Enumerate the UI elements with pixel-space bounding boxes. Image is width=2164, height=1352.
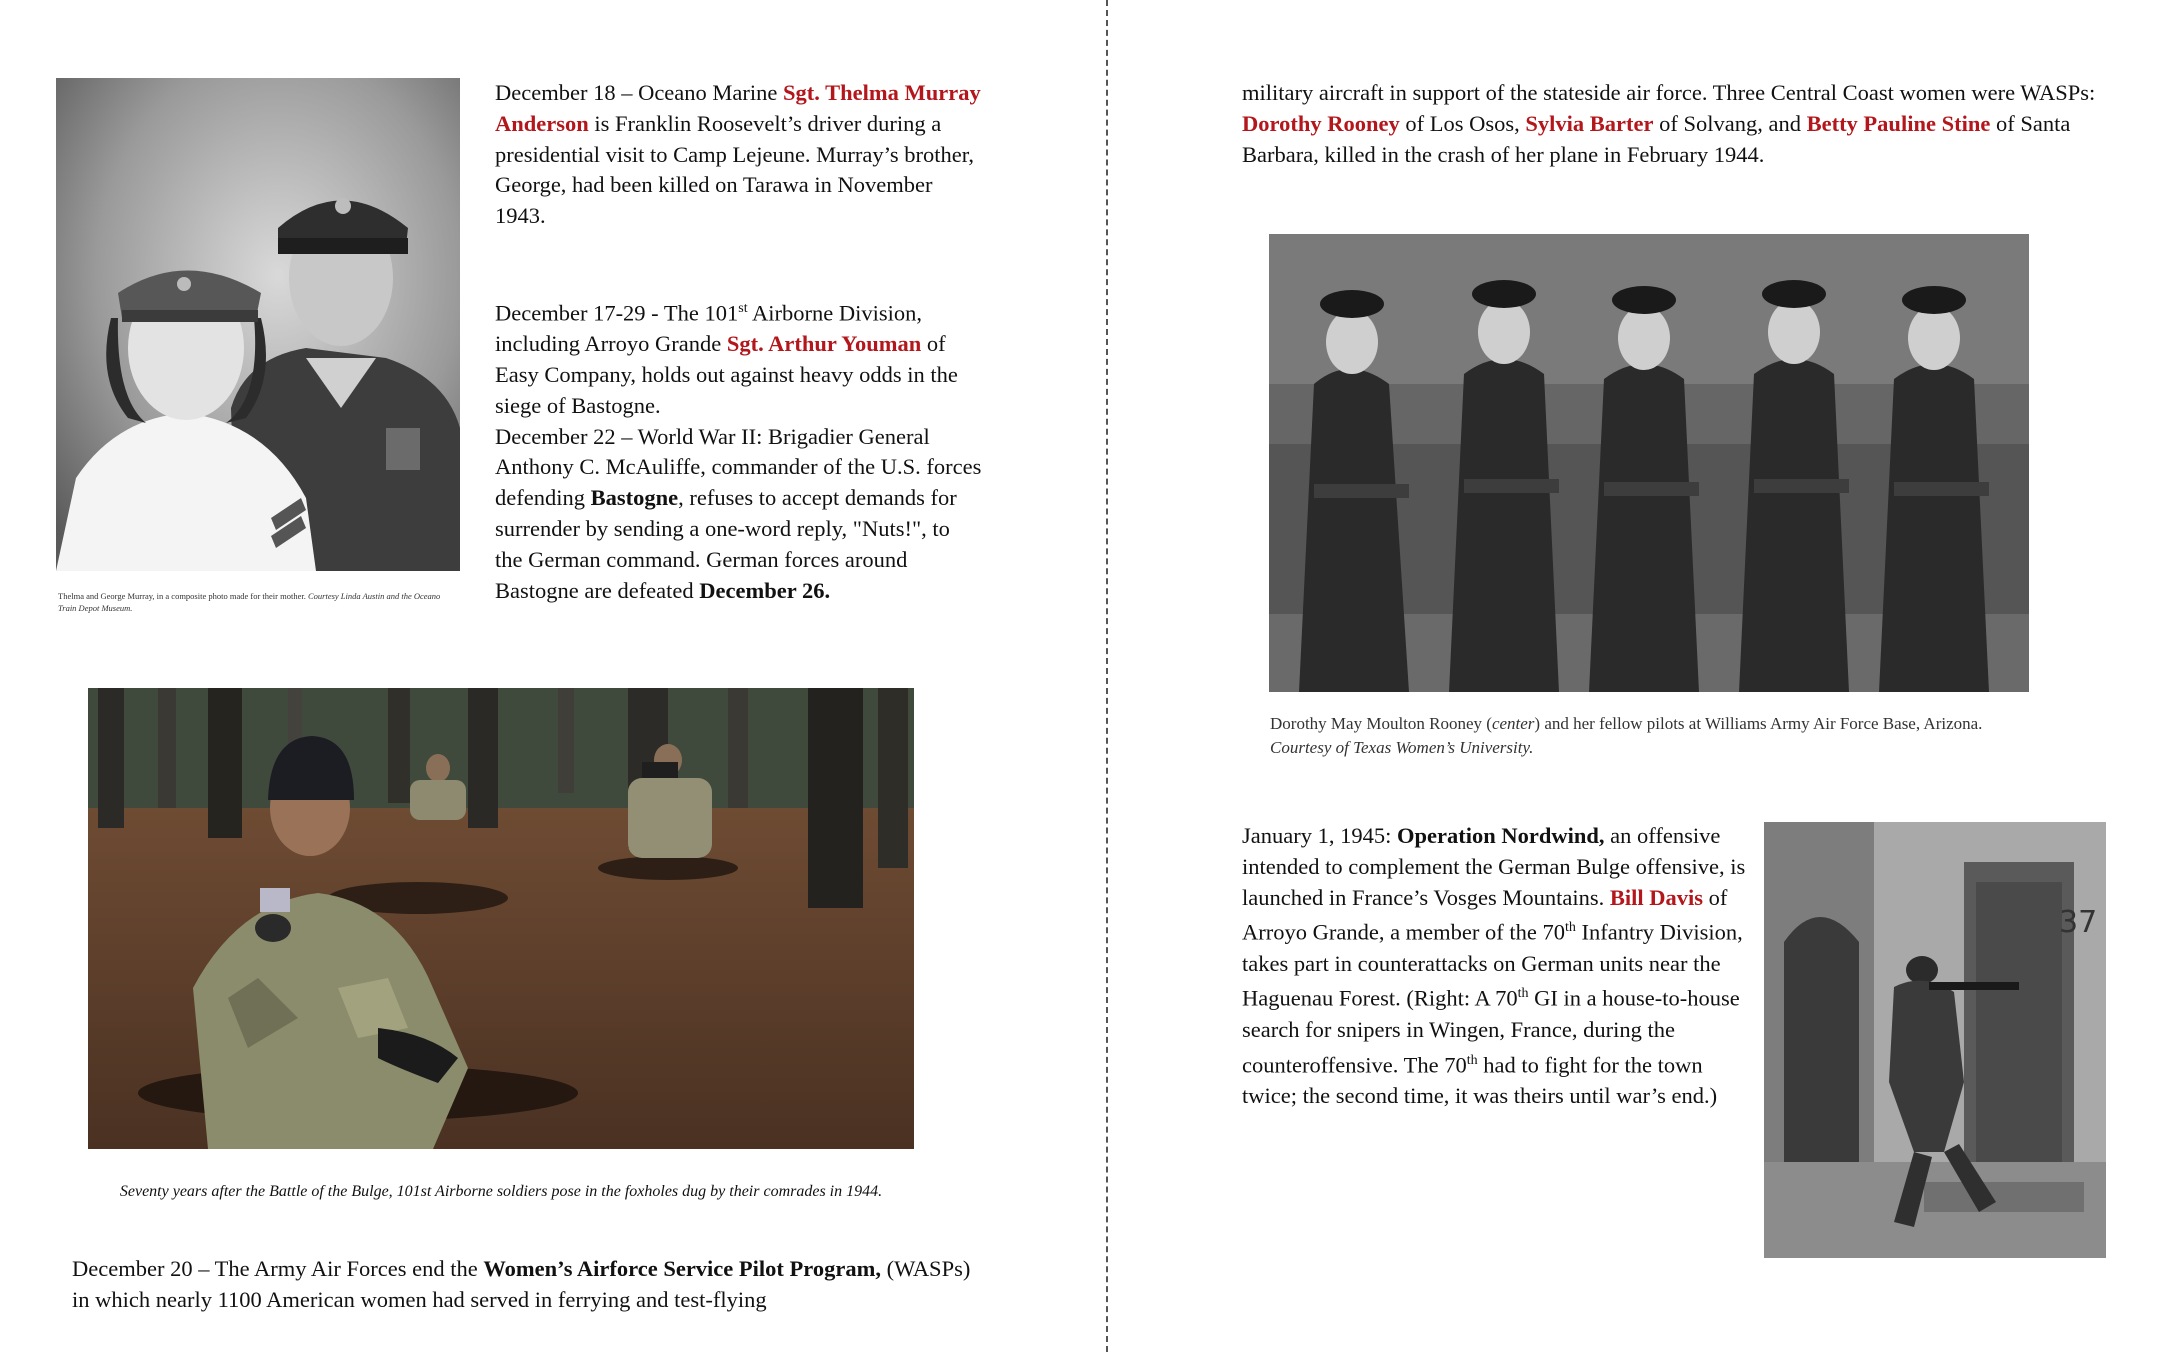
wasp-name-rooney: Dorothy Rooney — [1242, 110, 1400, 136]
dec18-paragraph — [495, 78, 983, 232]
jan1-sup-3: th — [1466, 1052, 1478, 1068]
wasp-caption-center: center — [1491, 714, 1535, 733]
murray-photo-caption — [58, 590, 458, 614]
wasp-pilots-photo — [1269, 234, 2029, 692]
dec22-bold-date: December 26. — [699, 577, 831, 603]
soldiers-photo-caption: Seventy years after the Battle of the Bulge, 101st Airborne soldiers pose in the foxholes dug by their comrades in 1944. — [119, 1183, 883, 1200]
wasps-text-2: of Solvang, and — [1653, 110, 1807, 136]
murray-caption-main: Thelma and George Murray, in a composite photo made for their mother. — [58, 591, 308, 601]
murray-composite-photo — [56, 78, 460, 571]
dec17-text-pre: December 17-29 - The 101 — [495, 300, 739, 326]
dec17-sup: st — [738, 301, 748, 316]
door-number: 37 — [2059, 905, 2098, 940]
airborne-soldiers-photo — [88, 688, 914, 1149]
wasps-text-1: of Los Osos, — [1399, 110, 1526, 136]
dec17-text-post: of Easy Company, holds out against heavy odds in the siege of Bastogne. — [495, 331, 958, 418]
dec20-text-post: (WASPs) in which nearly 1100 American women had served in ferrying and test-flying — [72, 1256, 971, 1312]
dec22-text-pre: December 22 – World War II: Brigadier General Anthony C. McAuliffe, commander of the U.S. forces defending — [495, 423, 982, 511]
wasps-paragraph — [1242, 78, 2122, 170]
gi-house-search-photo — [1764, 822, 2106, 1258]
dec22-entry — [495, 422, 983, 607]
dec17-entry — [495, 294, 983, 422]
jan1-text-mid3: Infantry Division, takes part in counterattacks on German units near the Haguenau Forest. (Right: A 70 — [1242, 919, 1743, 1011]
jan1-sup-2: th — [1517, 986, 1529, 1002]
dec18-highlight-name: Sgt. Thelma Murray Anderson — [495, 80, 981, 136]
wasps-text-intro: military aircraft in support of the stateside air force. Three Central Coast women were WASPs: — [1242, 80, 2096, 105]
dec18-text-pre: December 18 – Oceano Marine — [495, 80, 783, 105]
dec17-highlight-name: Sgt. Arthur Youman — [726, 331, 922, 357]
dec20-paragraph — [72, 1254, 972, 1316]
murray-caption-credit: Courtesy Linda Austin and the Oceano Train Depot Museum. — [58, 591, 441, 613]
jan1-text-mid: an offensive intended to complement the German Bulge offensive, is launched in France’s Vosges Mountains. — [1242, 823, 1746, 910]
wasp-name-barter: Sylvia Barter — [1525, 110, 1654, 136]
jan1-text-pre: January 1, 1945: — [1242, 823, 1397, 848]
dec20-bold-program: Women’s Airforce Service Pilot Program, — [483, 1256, 881, 1281]
wasp-photo-caption — [1270, 712, 2010, 759]
jan1-paragraph — [1242, 821, 1762, 1112]
jan1-sup-1: th — [1565, 920, 1576, 936]
jan1-highlight-name: Bill Davis — [1609, 884, 1704, 910]
wasp-caption-pre: Dorothy May Moulton Rooney ( — [1270, 714, 1492, 733]
wasps-text-3: of Santa Barbara, killed in the crash of her plane in February 1944. — [1242, 110, 2071, 167]
wasp-caption-credit: Courtesy of Texas Women’s University. — [1270, 737, 1534, 757]
dec22-text-mid: , refuses to accept demands for surrender by sending a one-word reply, "Nuts!", to the German command. German forces around Bastogne are defeated — [495, 485, 957, 603]
dec17-22-paragraph — [495, 294, 983, 606]
jan1-text-end: had to fight for the town twice; the second time, it was theirs until war’s end.) — [1242, 1052, 1718, 1108]
jan1-text-mid2: of Arroyo Grande, a member of the 70 — [1242, 884, 1728, 945]
dec20-text-pre: December 20 – The Army Air Forces end the — [72, 1256, 484, 1281]
dec18-text-post: is Franklin Roosevelt’s driver during a presidential visit to Camp Lejeune. Murray’s brother, George, had been killed on Tarawa in November 1943. — [495, 110, 974, 229]
wasp-caption-mid: ) and her fellow pilots at Williams Army Air Force Base, Arizona. — [1534, 714, 1983, 733]
page-fold-divider — [1106, 0, 1108, 1352]
dec17-text-mid: Airborne Division, including Arroyo Grande — [495, 300, 922, 357]
jan1-bold-nordwind: Operation Nordwind, — [1396, 823, 1605, 848]
dec22-bold-bastogne: Bastogne — [590, 485, 679, 511]
wasp-name-stine: Betty Pauline Stine — [1806, 110, 1991, 136]
jan1-text-post: GI in a house-to-house search for snipers in Wingen, France, during the counteroffensive. The 70 — [1242, 985, 1740, 1078]
